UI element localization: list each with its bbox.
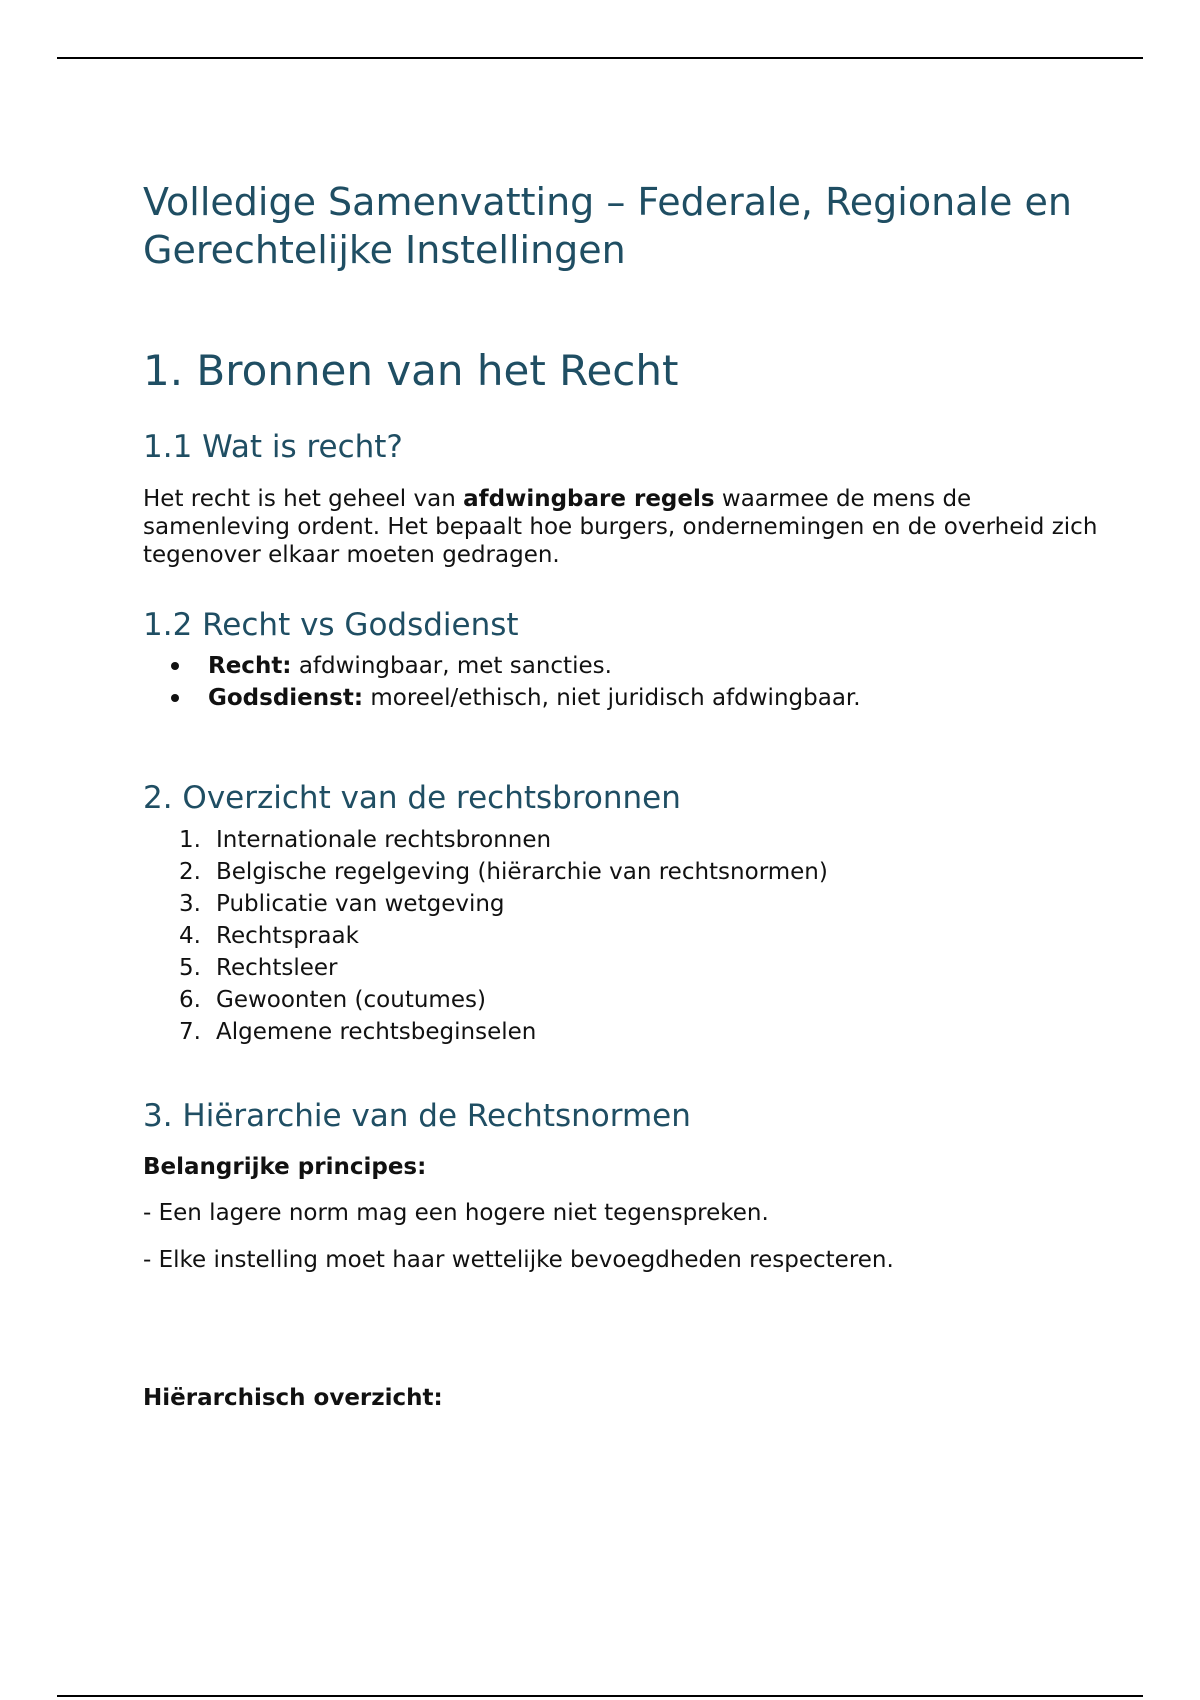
subsection-1-1-heading: 1.1 Wat is recht? bbox=[143, 429, 403, 465]
list-item bbox=[143, 920, 1103, 952]
principle-item: - Een lagere norm mag een hogere niet tegenspreken. bbox=[143, 1200, 769, 1226]
list-item bbox=[143, 888, 1103, 920]
section-2-heading: 2. Overzicht van de rechtsbronnen bbox=[143, 780, 681, 816]
list-item-number: 3. bbox=[179, 891, 201, 917]
list-item-number: 7. bbox=[179, 1019, 201, 1045]
list-item bbox=[143, 1016, 1103, 1048]
list-item bbox=[143, 682, 1103, 714]
definition-paragraph bbox=[143, 485, 1103, 569]
list-item-term: Godsdienst: bbox=[208, 685, 364, 711]
overview-label: Hiërarchisch overzicht: bbox=[143, 1385, 443, 1411]
bullet-icon bbox=[171, 662, 179, 670]
list-item bbox=[143, 984, 1103, 1016]
footer-rule bbox=[57, 1695, 1143, 1697]
list-item-number: 5. bbox=[179, 955, 201, 981]
definition-text-end: waarmee de mens de samenleving ordent. Het bepaalt hoe burgers, ondernemingen en de overheid zich tegenover elkaar moeten gedragen. bbox=[143, 486, 1098, 568]
bullet-icon bbox=[171, 694, 179, 702]
principles-label: Belangrijke principes: bbox=[143, 1154, 427, 1180]
list-item-text: Rechtspraak bbox=[216, 923, 359, 949]
list-item-text: Belgische regelgeving (hiërarchie van rechtsnormen) bbox=[216, 859, 828, 885]
principle-item: - Elke instelling moet haar wettelijke bevoegdheden respecteren. bbox=[143, 1247, 894, 1273]
list-item-text: Algemene rechtsbeginselen bbox=[216, 1019, 537, 1045]
list-item-number: 2. bbox=[179, 859, 201, 885]
list-item bbox=[143, 856, 1103, 888]
list-item-number: 1. bbox=[179, 827, 201, 853]
document-title: Volledige Samenvatting – Federale, Regionale en Gerechtelijke Instellingen bbox=[143, 180, 1072, 272]
sources-list bbox=[143, 824, 1103, 1048]
list-item bbox=[143, 824, 1103, 856]
list-item-text: Gewoonten (coutumes) bbox=[216, 987, 486, 1013]
list-item-number: 4. bbox=[179, 923, 201, 949]
comparison-list bbox=[143, 650, 1103, 714]
list-item-text: moreel/ethisch, niet juridisch afdwingbaar. bbox=[363, 685, 861, 711]
subsection-1-2-heading: 1.2 Recht vs Godsdienst bbox=[143, 607, 519, 643]
list-item-text: Publicatie van wetgeving bbox=[216, 891, 505, 917]
section-3-heading: 3. Hiërarchie van de Rechtsnormen bbox=[143, 1098, 691, 1134]
definition-emphasis: afdwingbare regels bbox=[463, 486, 715, 512]
list-item-text: afdwingbaar, met sancties. bbox=[291, 653, 612, 679]
list-item-term: Recht: bbox=[208, 653, 292, 679]
list-item bbox=[143, 952, 1103, 984]
section-1-heading: 1. Bronnen van het Recht bbox=[143, 346, 679, 395]
definition-text-start: Het recht is het geheel van bbox=[143, 486, 464, 512]
header-rule bbox=[57, 57, 1143, 59]
list-item-number: 6. bbox=[179, 987, 201, 1013]
list-item bbox=[143, 650, 1103, 682]
list-item-text: Rechtsleer bbox=[216, 955, 338, 981]
list-item-text: Internationale rechtsbronnen bbox=[216, 827, 552, 853]
